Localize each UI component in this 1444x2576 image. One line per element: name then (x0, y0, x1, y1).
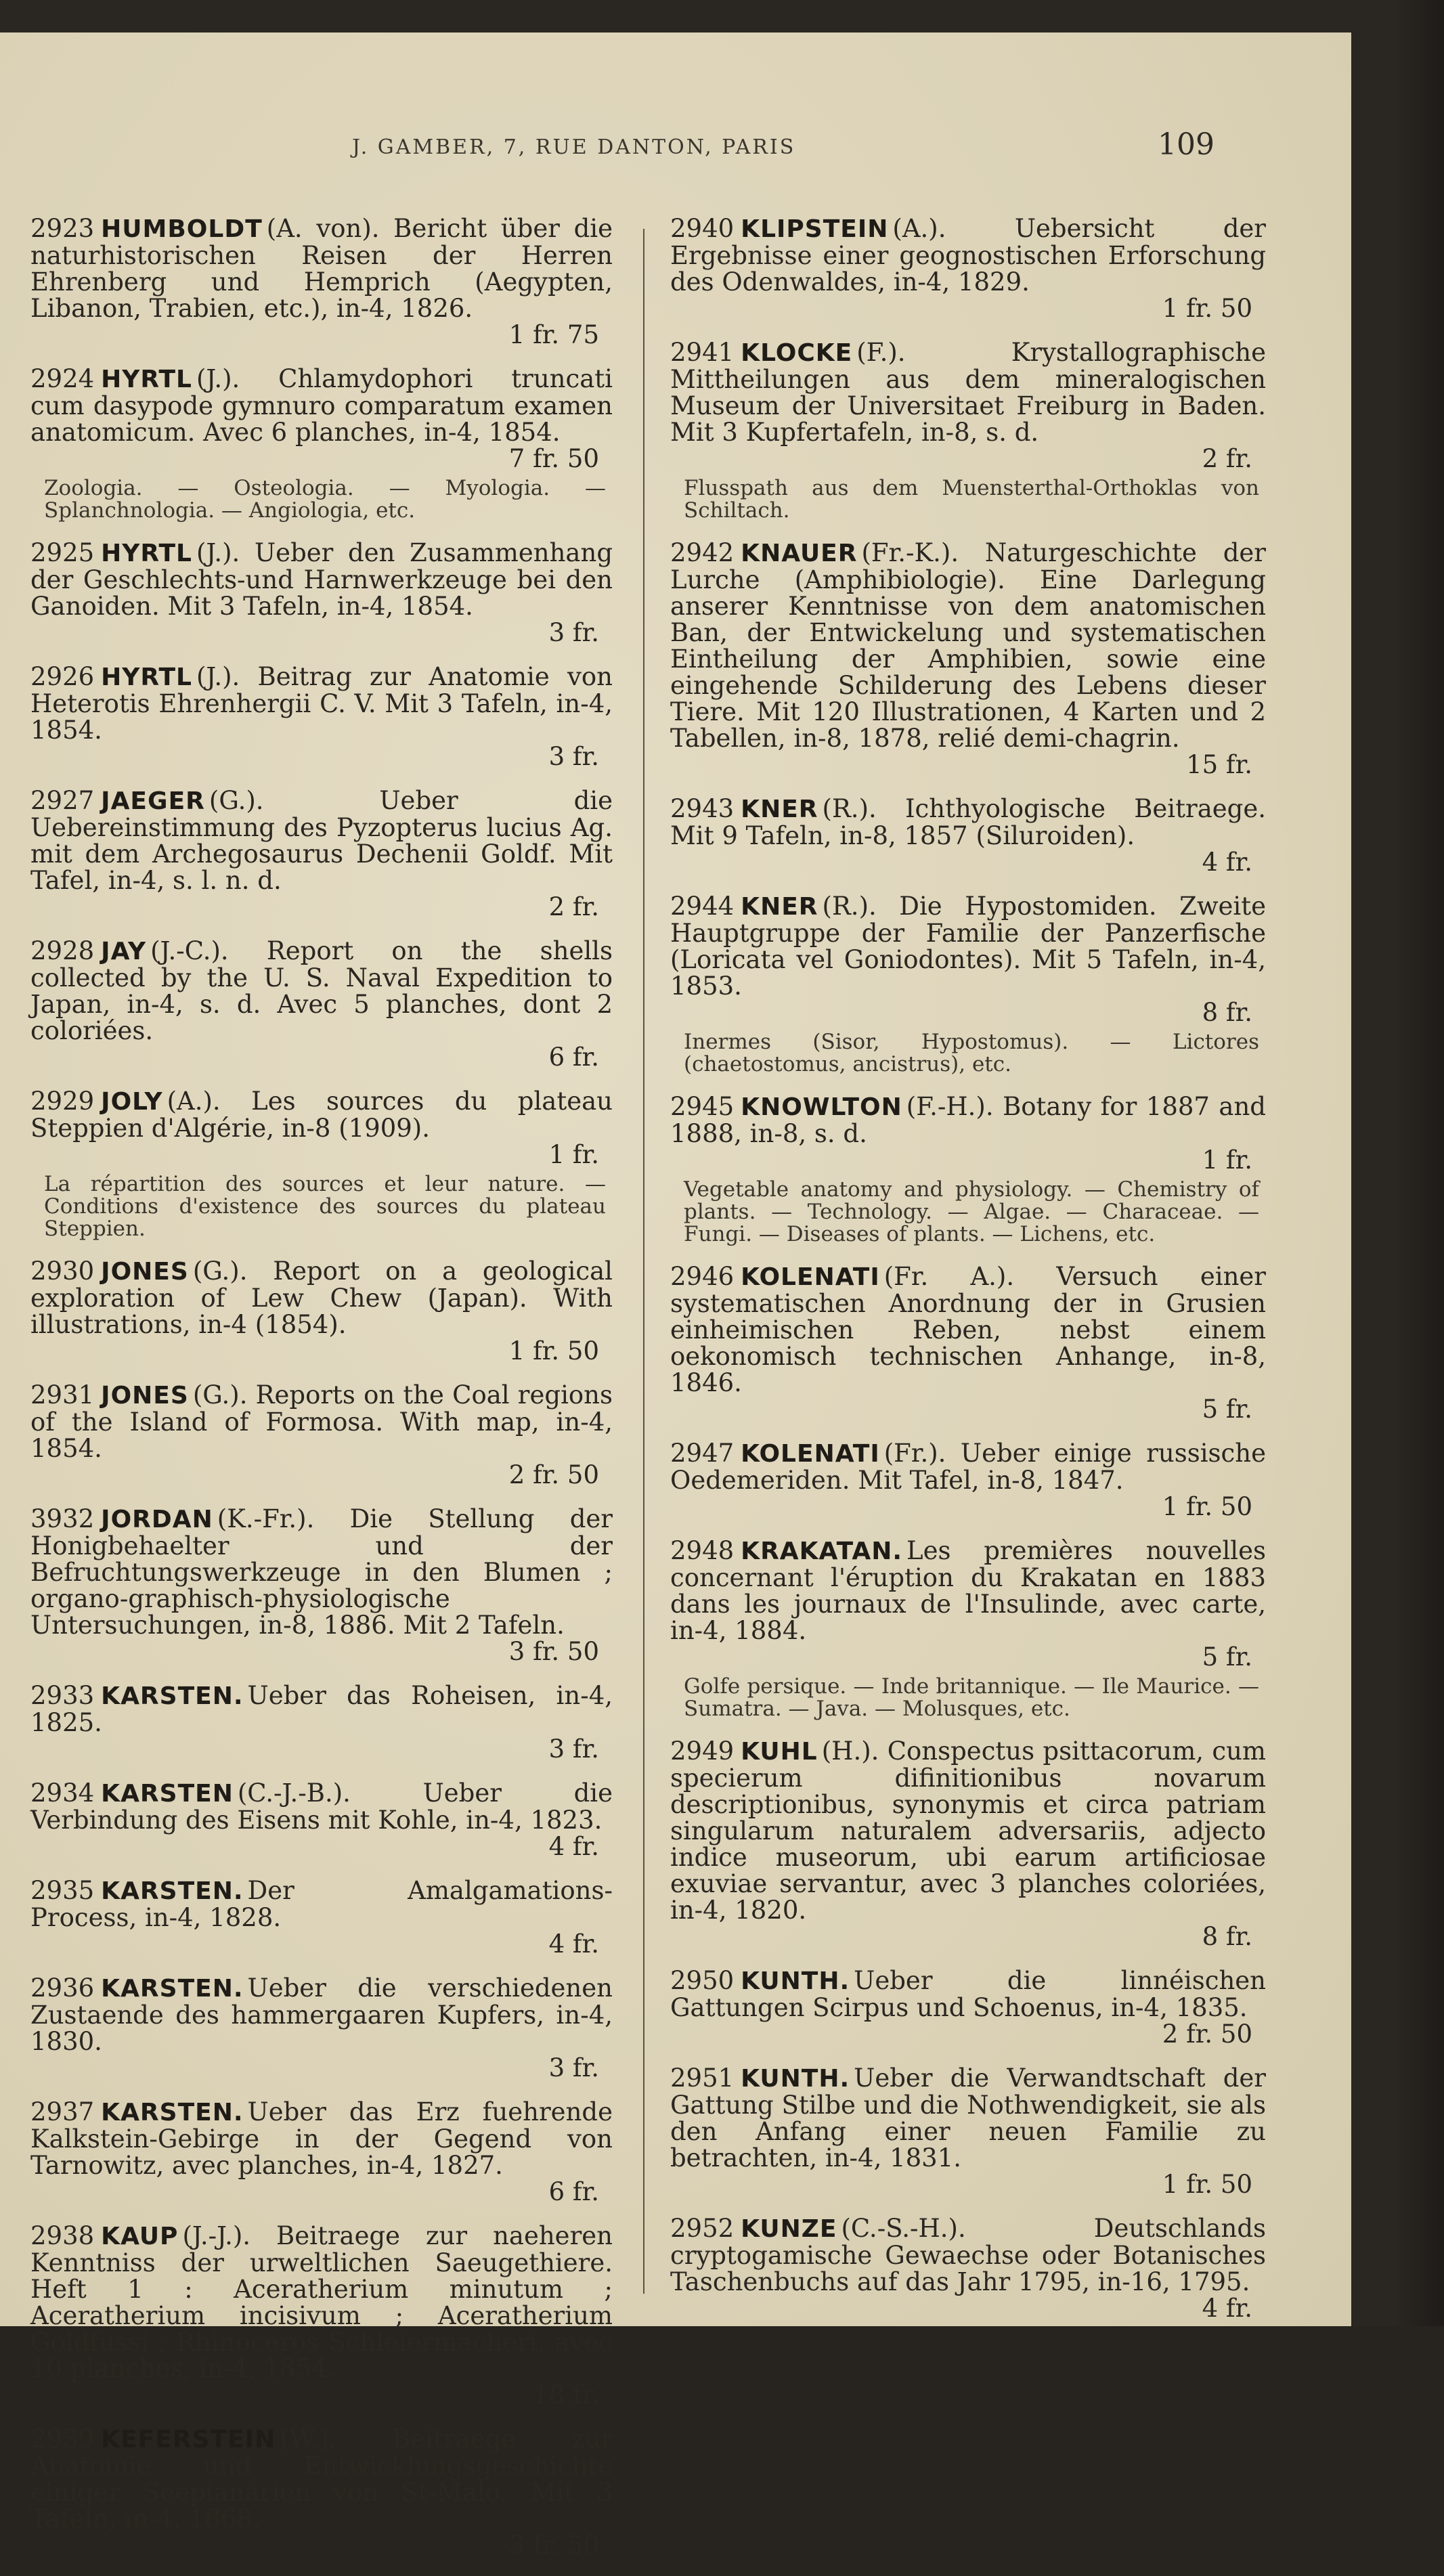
catalogue-entry (670, 2065, 1266, 2198)
entry-description: (R.). Ichthyologische Beitraege. Mit 9 Tafeln, in-8, 1857 (Siluroiden). (670, 794, 1266, 850)
entry-description: (K.-Fr.). Die Stellung der Honigbehaelter und der Befruchtungswerkzeuge in den Blumen ; organo-graphisch-physiologische Untersuchungen, in-8, 1886. Mit 2 Tafeln. (30, 1504, 613, 1640)
entry-description: Ueber die linnéischen Gattungen Scirpus und Schoenus, in-4, 1835. (670, 1966, 1266, 2022)
catalogue-entry (30, 663, 613, 770)
entry-price: 8 fr. (1202, 998, 1252, 1027)
entry-description: Ueber die verschiedenen Zustaende des hammergaaren Kupfers, in-4, 1830. (30, 1973, 613, 2056)
entry-number: 2924 (30, 364, 95, 393)
entry-description: (A. von). Bericht über die naturhistorischen Reisen der Herren Ehrenberg und Hemprich (Aegypten, Libanon, Trabien, etc.), in-4, 1826. (30, 214, 613, 323)
entry-author: JONES (101, 1258, 189, 1286)
entry-price: 3 fr. 50 (508, 2531, 599, 2560)
entry-number: 2928 (30, 936, 95, 965)
catalogue-entry (30, 938, 613, 1070)
page-number: 109 (1158, 127, 1215, 162)
entry-number: 2946 (670, 1262, 735, 1291)
entry-author: KARSTEN. (101, 1877, 244, 1905)
entry-author: KNOWLTON (741, 1093, 902, 1121)
catalogue-entry (30, 1258, 613, 1364)
entry-contents-note: La répartition des sources et leur nature. — Conditions d'existence des sources du plateau Steppien. (44, 1172, 606, 1241)
catalogue-entry (30, 540, 613, 646)
entry-price: 4 fr. (1202, 2294, 1252, 2323)
entry-price: 5 fr. (1202, 1642, 1252, 1672)
column-divider (643, 229, 644, 2294)
catalogue-page (0, 32, 1351, 2560)
entry-price: 6 fr. (548, 2177, 599, 2206)
entry-description: (A.). Uebersicht der Ergebnisse einer geognostischen Erforschung des Odenwaldes, in-4, 1829. (670, 214, 1266, 297)
entry-number: 2931 (30, 1380, 95, 1410)
entry-price: 3 fr. (548, 618, 599, 647)
entry-price: 6 fr. (548, 1043, 599, 1072)
entry-price: 4 fr. (548, 1929, 599, 1959)
entry-description: (G.). Report on a geological exploration of Lew Chew (Japan). With illustrations, in-4 (1854). (30, 1257, 613, 1339)
catalogue-entry (30, 1975, 613, 2081)
entry-number: 2940 (670, 214, 735, 243)
entry-price: 15 fr. (1186, 750, 1252, 779)
entry-contents-note: Vegetable anatomy and physiology. — Chemistry of plants. — Technology. — Algae. — Characeae. — Fungi. — Diseases of plants. — Lichens, etc. (684, 1177, 1259, 1246)
entry-author: KUHL (741, 1738, 818, 1766)
entry-description: Les premières nouvelles concernant l'éruption du Krakatan en 1883 dans les journaux de l'Insulinde, avec carte, in-4, 1884. (670, 1536, 1266, 1645)
catalogue-entry (670, 1537, 1266, 1720)
catalogue-entry (30, 1780, 613, 1860)
entry-author: HYRTL (101, 366, 192, 393)
entry-number: 2938 (30, 2221, 95, 2250)
catalogue-entry (670, 339, 1266, 522)
entry-price: 1 fr. (1202, 1145, 1252, 1175)
entry-description: (F.-H.). Botany for 1887 and 1888, in-8, s. d. (670, 1092, 1266, 1148)
entry-number: 2952 (670, 2214, 735, 2243)
catalogue-entry (670, 1093, 1266, 1246)
entry-description: (J.-J.). Beitraege zur naeheren Kenntniss der urweltlichen Saeugethiere. Heft 1 : Aceratherium minutum ; Aceratherium incisivum ; Aceratherium Goldfussi ; Rhinoceros Schleiermacheri, avec 10 planches, in-4, 1854. (30, 2221, 613, 2383)
entry-number: 2950 (670, 1966, 735, 1995)
entry-author: KLOCKE (741, 339, 853, 367)
entry-price: 3 fr. (548, 742, 599, 771)
entry-price: 2 fr. 50 (1162, 2020, 1252, 2049)
catalogue-entry (30, 1088, 613, 1240)
entry-number: 2951 (670, 2064, 735, 2093)
entry-author: HYRTL (101, 663, 192, 691)
entry-number: 2947 (670, 1439, 735, 1468)
entry-description: (Fr.). Ueber einige russische Oedemeriden. Mit Tafel, in-8, 1847. (670, 1439, 1266, 1495)
entry-price: 1 fr. 50 (1162, 294, 1252, 323)
catalogue-entry (670, 1738, 1266, 1950)
entry-author: HYRTL (101, 540, 192, 567)
entry-author: KNAUER (741, 540, 858, 567)
entry-number: 2934 (30, 1778, 95, 1808)
entry-author: KUNZE (741, 2215, 837, 2243)
entry-price: 1 fr. 75 (508, 320, 599, 349)
entry-description: (J.). Chlamydophori truncati cum dasypode gymnuro comparatum examen anatomicum. Avec 6 planches, in-4, 1854. (30, 364, 613, 447)
entry-description: (F.). Krystallographische Mittheilungen aus dem mineralogischen Museum der Universitaet Freiburg in Baden. Mit 3 Kupfertafeln, in-8, s. d. (670, 338, 1266, 447)
catalogue-entry (30, 2223, 613, 2408)
entry-number: 2939 (30, 2424, 95, 2453)
catalogue-entry (670, 1967, 1266, 2047)
entry-number: 2945 (670, 1092, 735, 1121)
entry-price: 1 fr. 50 (1162, 2170, 1252, 2199)
entry-number: 2929 (30, 1087, 95, 1116)
entry-number: 2927 (30, 786, 95, 815)
entry-number: 2937 (30, 2097, 95, 2126)
entry-author: KOLENATI (741, 1263, 880, 1291)
entry-author: KARSTEN. (101, 1682, 244, 1710)
catalogue-entry (30, 1382, 613, 1488)
catalogue-entry (670, 1440, 1266, 1520)
entry-number: 2942 (670, 538, 735, 567)
entry-author: KARSTEN. (101, 2099, 244, 2126)
entry-number: 2949 (670, 1737, 735, 1766)
entry-number: 2943 (670, 794, 735, 823)
entry-price: 1 fr. 50 (508, 1336, 599, 1366)
entry-author: JONES (101, 1382, 189, 1410)
entry-author: JOLY (101, 1088, 163, 1116)
entry-author: KRAKATAN. (741, 1537, 903, 1565)
entry-contents-note: Inermes (Sisor, Hypostomus). — Lictores (chaetostomus, ancistrus), etc. (684, 1030, 1259, 1076)
entry-number: 2935 (30, 1876, 95, 1905)
entry-author: KLIPSTEIN (741, 215, 889, 243)
entry-price: 2 fr. (548, 892, 599, 921)
entry-price: 1 fr. 50 (1162, 1492, 1252, 1521)
catalogue-entry (30, 366, 613, 522)
entry-number: 2930 (30, 1257, 95, 1286)
entry-author: KNER (741, 795, 818, 823)
entry-author: KEFERSTEIN (101, 2426, 276, 2453)
entry-contents-note: Zoologia. — Osteologia. — Myologia. — Splanchnologia. — Angiologia, etc. (44, 476, 606, 523)
entry-description: (Fr.-K.). Naturgeschichte der Lurche (Amphibiologie). Eine Darlegung anserer Kenntnisse von dem anatomischen Ban, der Entwickelung und systematischen Eintheilung der Amphibien, sowie eine eingehende Schilderung des Lebens dieser Tiere. Mit 120 Illustrationen, 4 Karten und 2 Tabellen, in-8, 1878, relié demi-chagrin. (670, 538, 1266, 753)
entry-number: 2926 (30, 662, 95, 691)
entry-description: (J.-C.). Report on the shells collected by the U. S. Naval Expedition to Japan, in-4, s. d. Avec 5 planches, dont 2 coloriées. (30, 936, 613, 1045)
catalogue-entry (670, 795, 1266, 875)
entry-description: Ueber das Roheisen, in-4, 1825. (30, 1681, 613, 1737)
entry-contents-note: Flusspath aus dem Muensterthal-Orthoklas von Schiltach. (684, 476, 1259, 523)
catalogue-entry (670, 893, 1266, 1076)
entry-number: 2944 (670, 892, 735, 921)
entry-description: (R.). Die Hypostomiden. Zweite Hauptgruppe der Familie der Panzerfische (Loricata vel Goniodontes). Mit 5 Tafeln, in-4, 1853. (670, 892, 1266, 1001)
entry-price: 1 fr. (548, 1140, 599, 1169)
entry-author: KARSTEN (101, 1780, 234, 1808)
entry-price: 2 fr. 50 (508, 1460, 599, 1489)
entry-author: HUMBOLDT (101, 215, 263, 243)
entry-number: 2925 (30, 538, 95, 567)
catalogue-entry (670, 1263, 1266, 1422)
entry-number: 2948 (670, 1536, 735, 1565)
entry-author: KUNTH. (741, 1967, 850, 1995)
entry-author: KARSTEN. (101, 1975, 244, 2003)
entry-author: KOLENATI (741, 1440, 880, 1468)
entry-number: 2933 (30, 1681, 95, 1710)
catalogue-entry (30, 2426, 613, 2558)
entry-description: (Fr. A.). Versuch einer systematischen Anordnung der in Grusien einheimischen Reben, nebst einem oekonomisch technischen Anhange, in-8, 1846. (670, 1262, 1266, 1397)
entry-description: (G.). Reports on the Coal regions of the Island of Formosa. With map, in-4, 1854. (30, 1380, 613, 1463)
entry-number: 2936 (30, 1973, 95, 2003)
entry-description: (W.). Beitraege zur Anatomie und Entwicklungsgeschichte einiger Seeplanarien von St-Malo. Mit 3 Tafeln, in-4, 1868. (30, 2424, 613, 2533)
entry-description: Ueber das Erz fuehrende Kalkstein-Gebirge in der Gegend von Tarnowitz, avec planches, in-4, 1827. (30, 2097, 613, 2180)
entry-author: JAY (101, 938, 147, 965)
entry-number: 3932 (30, 1504, 95, 1533)
entry-description: (G.). Ueber die Uebereinstimmung des Pyzopterus lucius Ag. mit dem Archegosaurus Dechenii Goldf. Mit Tafel, in-4, s. l. n. d. (30, 786, 613, 895)
entry-author: KUNTH. (741, 2065, 850, 2093)
catalogue-entry (30, 1682, 613, 1762)
catalogue-entry (30, 1877, 613, 1957)
entry-price: 3 fr. (548, 2053, 599, 2082)
entry-description: (J.). Ueber den Zusammenhang der Geschlechts-und Harnwerkzeuge bei den Ganoiden. Mit 3 Tafeln, in-4, 1854. (30, 538, 613, 621)
entry-description: Ueber die Verwandtschaft der Gattung Stilbe und die Nothwendigkeit, sie als den Anfang einer neuen Familie zu betrachten, in-4, 1831. (670, 2064, 1266, 2173)
entry-price: 4 fr. (548, 1832, 599, 1861)
catalogue-entry (670, 215, 1266, 322)
entry-author: KNER (741, 893, 818, 921)
entry-description: (J.). Beitrag zur Anatomie von Heterotis Ehrenhergii C. V. Mit 3 Tafeln, in-4, 1854. (30, 662, 613, 745)
catalogue-entry (30, 2099, 613, 2205)
catalogue-entry (670, 2215, 1266, 2321)
entry-price: 18 fr. (533, 2380, 599, 2409)
entry-price: 3 fr. (548, 1734, 599, 1764)
entry-author: JAEGER (101, 787, 205, 815)
entry-description: (C.-J.-B.). Ueber die Verbindung des Eisens mit Kohle, in-4, 1823. (30, 1778, 613, 1835)
entry-author: JORDAN (101, 1506, 213, 1533)
entry-description: Der Amalgamations-Process, in-4, 1828. (30, 1876, 613, 1932)
entry-number: 2923 (30, 214, 95, 243)
entry-description: (C.-S.-H.). Deutschlands cryptogamische Gewaechse oder Botanisches Taschenbuchs auf das Jahr 1795, in-16, 1795. (670, 2214, 1266, 2296)
entry-description: (A.). Les sources du plateau Steppien d'Algérie, in-8 (1909). (30, 1087, 613, 1143)
right-column (670, 215, 1266, 2339)
catalogue-entry (30, 787, 613, 920)
entry-price: 2 fr. (1202, 444, 1252, 473)
entry-author: KAUP (101, 2223, 179, 2250)
entry-contents-note: Golfe persique. — Inde britannique. — Ile Maurice. — Sumatra. — Java. — Molusques, etc. (684, 1674, 1259, 1721)
entry-price: 4 fr. (1202, 848, 1252, 877)
catalogue-entry (30, 1506, 613, 1665)
entry-description: (H.). Conspectus psittacorum, cum specierum difinitionibus novarum descriptionibus, synonymis et circa patriam singularum naturalem adversariis, adjecto indice museorum, ubi earum artificiosae exuviae servantur, avec 3 planches coloriées, in-4, 1820. (670, 1737, 1266, 1925)
entry-price: 5 fr. (1202, 1395, 1252, 1424)
running-head: J. GAMBER, 7, RUE DANTON, PARIS (352, 135, 796, 159)
left-column (30, 215, 613, 2576)
entry-price: 8 fr. (1202, 1922, 1252, 1951)
catalogue-entry (670, 540, 1266, 778)
entry-price: 3 fr. 50 (508, 1637, 599, 1666)
entry-price: 7 fr. 50 (508, 444, 599, 473)
catalogue-entry (30, 215, 613, 348)
entry-number: 2941 (670, 338, 735, 367)
